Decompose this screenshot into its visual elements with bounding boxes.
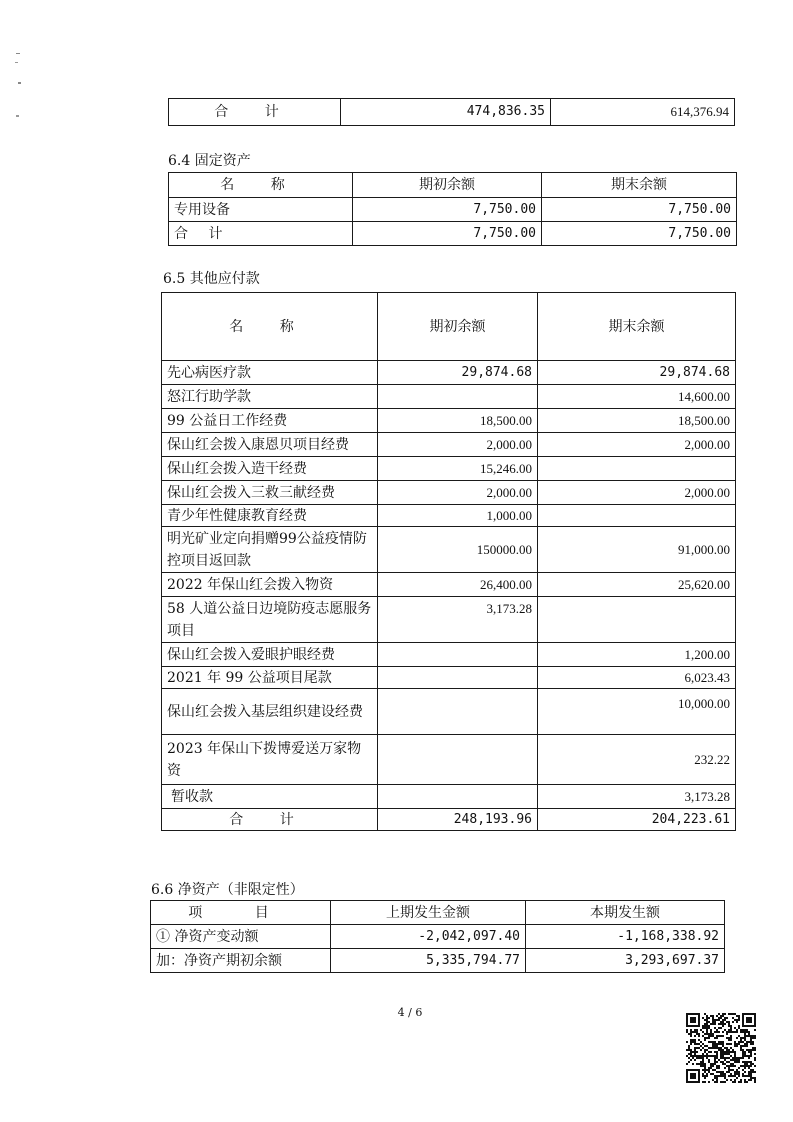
row-closing: 1,200.00 [538, 643, 736, 667]
row-opening: 15,246.00 [378, 457, 538, 481]
row-closing: 7,750.00 [542, 222, 737, 246]
table-row [162, 457, 736, 481]
row-closing: 14,600.00 [538, 385, 736, 409]
table-row [162, 573, 736, 597]
row-opening: 150000.00 [378, 527, 538, 573]
row-closing: 6,023.43 [538, 667, 736, 689]
header-current: 本期发生额 [526, 901, 725, 925]
row-prior: 5,335,794.77 [331, 949, 526, 973]
table-row [162, 361, 736, 385]
row-name: 2021 年 99 公益项目尾款 [162, 667, 378, 689]
row-closing [538, 505, 736, 527]
row-opening: 7,750.00 [353, 198, 542, 222]
row-closing: 10,000.00 [538, 689, 736, 735]
row-name: 保山红会拨入造干经费 [162, 457, 378, 481]
row-closing: 2,000.00 [538, 481, 736, 505]
row-name: 保山红会拨入爱眼护眼经费 [162, 643, 378, 667]
row-opening: 26,400.00 [378, 573, 538, 597]
section-heading-fixed-assets: 6.4 固定资产 [168, 153, 251, 169]
row-opening: 2,000.00 [378, 433, 538, 457]
total-label: 合 计 [162, 809, 378, 831]
table-row [162, 667, 736, 689]
table-row [162, 643, 736, 667]
header-item: 项 目 [151, 901, 331, 925]
row-opening: 2,000.00 [378, 481, 538, 505]
table-row [151, 949, 725, 973]
table-row [162, 527, 736, 573]
row-name: 保山红会拨入基层组织建设经费 [162, 689, 378, 735]
net-assets-table [150, 900, 725, 973]
row-opening [378, 643, 538, 667]
row-closing: 3,173.28 [538, 785, 736, 809]
table-row [169, 198, 737, 222]
table-header-row [162, 293, 736, 361]
row-closing: 7,750.00 [542, 198, 737, 222]
table-row [169, 99, 735, 126]
row-opening: 3,173.28 [378, 597, 538, 643]
table-row [162, 735, 736, 785]
row-name: 加：净资产期初余额 [151, 949, 331, 973]
row-name: 怒江行助学款 [162, 385, 378, 409]
qr-code-icon [686, 1013, 756, 1083]
row-name: ① 净资产变动额 [151, 925, 331, 949]
row-name: 保山红会拨入康恩贝项目经费 [162, 433, 378, 457]
row-name: 合 计 [169, 222, 353, 246]
row-closing: 232.22 [538, 735, 736, 785]
table-row [162, 597, 736, 643]
table-row [162, 385, 736, 409]
margin-marks [14, 50, 24, 134]
row-opening: 1,000.00 [378, 505, 538, 527]
row-opening [378, 735, 538, 785]
row-name: 2022 年保山红会拨入物资 [162, 573, 378, 597]
table-row [162, 433, 736, 457]
row-opening [378, 689, 538, 735]
table-total-row [162, 809, 736, 831]
row-name: 明光矿业定向捐赠99公益疫情防控项目返回款 [162, 527, 378, 573]
row-opening: 29,874.68 [378, 361, 538, 385]
table-row [162, 481, 736, 505]
header-opening: 期初余额 [353, 173, 542, 198]
row-opening [378, 667, 538, 689]
table-row [162, 689, 736, 735]
row-name: 保山红会拨入三救三献经费 [162, 481, 378, 505]
row-current: -1,168,338.92 [526, 925, 725, 949]
row-closing: 25,620.00 [538, 573, 736, 597]
total-label: 合 计 [169, 99, 341, 126]
table-header-row [169, 173, 737, 198]
header-closing: 期末余额 [542, 173, 737, 198]
margin-dots-icon [14, 50, 24, 130]
header-opening: 期初余额 [378, 293, 538, 361]
row-name: 暂收款 [162, 785, 378, 809]
qr-code-graphic [686, 1013, 756, 1083]
row-closing [538, 457, 736, 481]
table-row [151, 925, 725, 949]
other-payables-table [161, 292, 736, 831]
table-row [169, 222, 737, 246]
row-opening [378, 385, 538, 409]
row-name: 99 公益日工作经费 [162, 409, 378, 433]
row-closing: 2,000.00 [538, 433, 736, 457]
row-name: 青少年性健康教育经费 [162, 505, 378, 527]
previous-table-total [168, 98, 735, 126]
row-name: 58 人道公益日边境防疫志愿服务项目 [162, 597, 378, 643]
table-row [162, 785, 736, 809]
row-current: 3,293,697.37 [526, 949, 725, 973]
qr-finder-pattern [686, 1013, 700, 1027]
row-name: 2023 年保山下拨博爱送万家物资 [162, 735, 378, 785]
section-heading-net-assets: 6.6 净资产（非限定性） [151, 882, 304, 898]
fixed-assets-table [168, 172, 737, 246]
row-name: 先心病医疗款 [162, 361, 378, 385]
header-closing: 期末余额 [538, 293, 736, 361]
qr-finder-pattern [742, 1013, 756, 1027]
page-number: 4 / 6 [397, 1006, 423, 1019]
row-opening [378, 785, 538, 809]
row-name: 专用设备 [169, 198, 353, 222]
header-name: 名 称 [162, 293, 378, 361]
header-prior: 上期发生金额 [331, 901, 526, 925]
section-heading-other-payables: 6.5 其他应付款 [163, 271, 260, 287]
opening-balance: 474,836.35 [341, 99, 551, 126]
row-opening: 7,750.00 [353, 222, 542, 246]
closing-balance: 614,376.94 [551, 99, 735, 126]
header-name: 名 称 [169, 173, 353, 198]
table-header-row [151, 901, 725, 925]
row-opening: 18,500.00 [378, 409, 538, 433]
total-opening: 248,193.96 [378, 809, 538, 831]
row-prior: -2,042,097.40 [331, 925, 526, 949]
row-closing: 91,000.00 [538, 527, 736, 573]
row-closing: 18,500.00 [538, 409, 736, 433]
qr-finder-pattern [686, 1069, 700, 1083]
total-closing: 204,223.61 [538, 809, 736, 831]
row-closing [538, 597, 736, 643]
table-row [162, 505, 736, 527]
table-row [162, 409, 736, 433]
row-closing: 29,874.68 [538, 361, 736, 385]
